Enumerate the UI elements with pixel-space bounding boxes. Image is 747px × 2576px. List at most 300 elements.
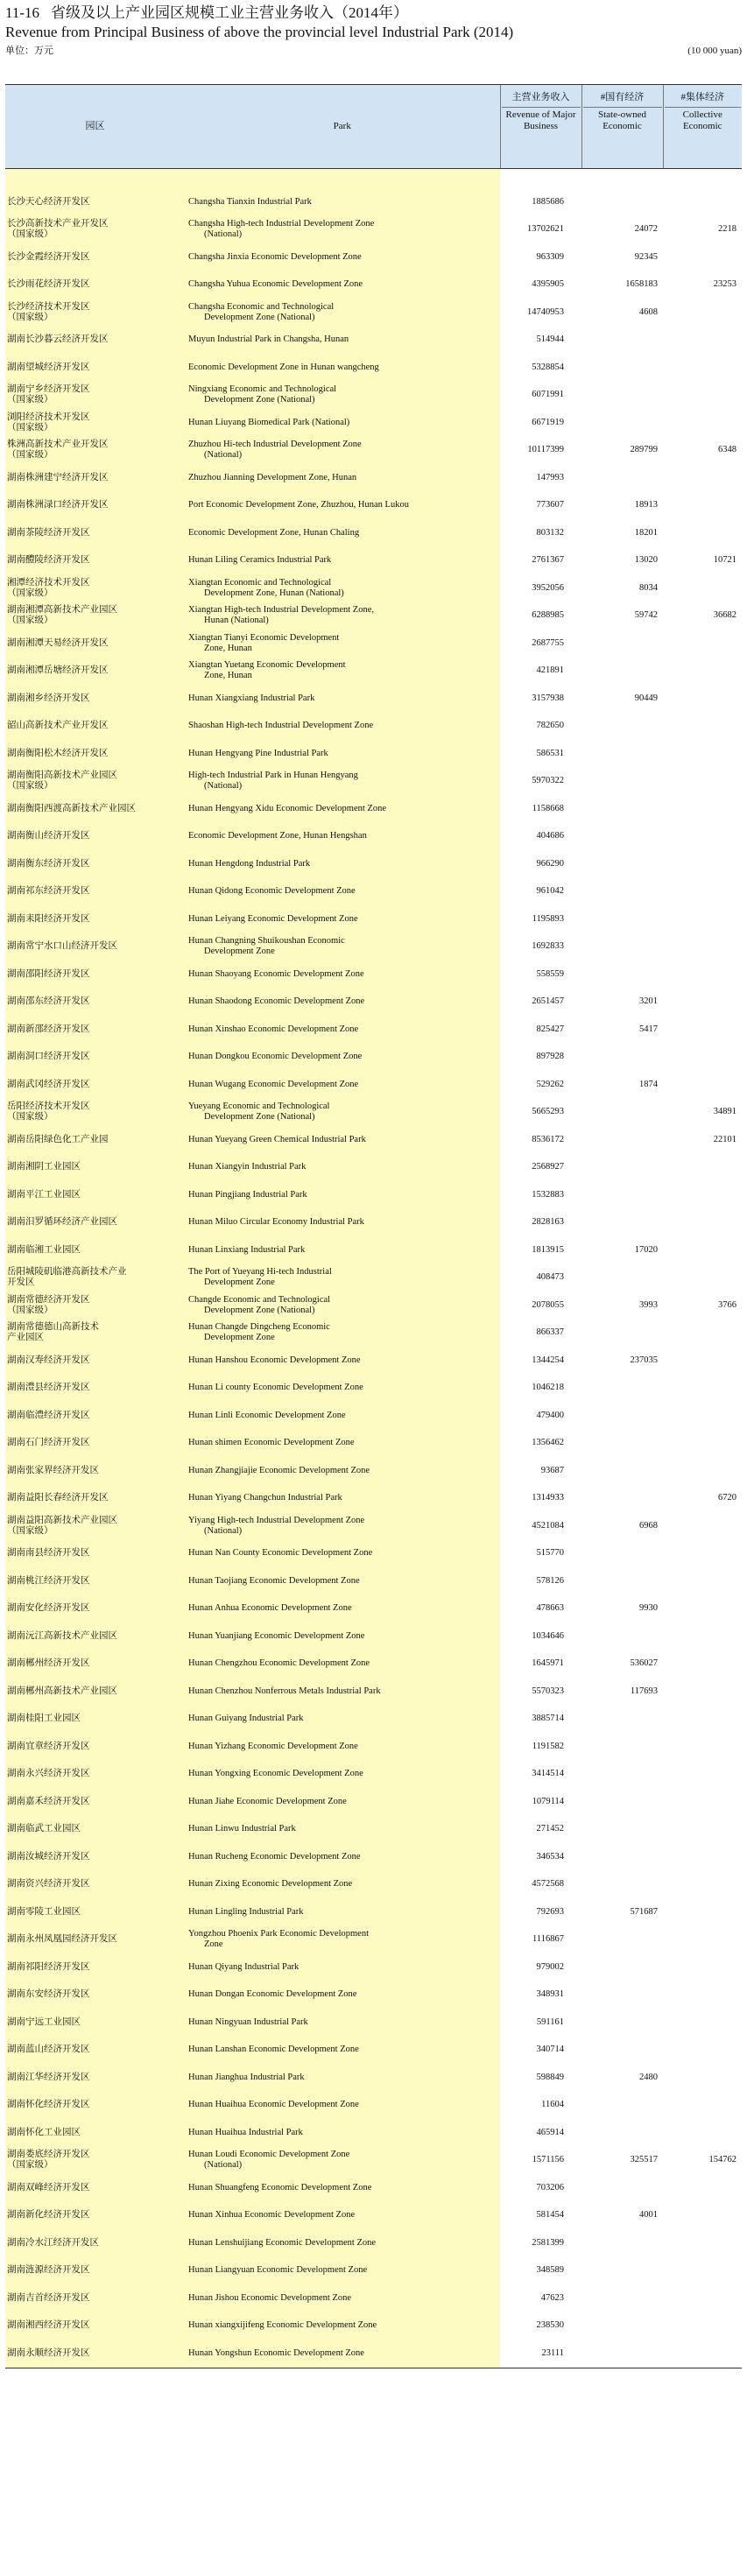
table-row (5, 1264, 742, 1292)
park-name-cn-line1: 湖南益阳高新技术产业园区 (7, 1515, 117, 1525)
table-row (5, 1567, 742, 1595)
revenue-value: 465914 (536, 2127, 564, 2137)
table-row (5, 1953, 742, 1981)
park-name-cn-line1: 湖南郴州经济开发区 (7, 1658, 90, 1669)
state-owned-value (581, 1788, 663, 1816)
table-row (5, 1540, 742, 1568)
state-owned-value (581, 2312, 663, 2340)
park-name-en (185, 1595, 500, 1623)
state-owned-value: 6968 (639, 1520, 658, 1531)
table-row (5, 464, 742, 492)
table-row (5, 1761, 742, 1789)
park-name-en-line1: Hunan Linli Economic Development Zone (188, 1410, 346, 1420)
park-name-en-line1: Hunan Lenshuijiang Economic Development Zone (188, 2237, 377, 2248)
table-row (5, 1485, 742, 1513)
state-owned-value: 17020 (634, 1244, 658, 1255)
park-name-en-line1: Hunan xiangxijifeng Economic Development Zone (188, 2320, 377, 2331)
park-name-en (185, 1347, 500, 1375)
park-name-en (185, 1154, 500, 1182)
park-name-cn-line1: 湖南新化经济开发区 (7, 2210, 90, 2221)
park-name-en-line1: Hunan Yiyang Changchun Industrial Park (188, 1493, 342, 1503)
park-name-cn-line1: 长沙经济技术开发区 (7, 301, 90, 312)
state-owned-value (581, 658, 663, 686)
park-name-cn-line2: （国家级） (7, 1525, 53, 1536)
collective-value: 2218 (718, 224, 736, 235)
park-name-en-line1: Hunan Huaihua Industrial Park (188, 2127, 303, 2137)
park-name-cn-line1: 湖南宁远工业园区 (7, 2016, 81, 2027)
park-name-cn-line1: 湖南宜章经济开发区 (7, 1741, 90, 1751)
collective-value (663, 1788, 742, 1816)
park-name-en (185, 492, 500, 520)
state-owned-value (581, 2009, 663, 2037)
park-name-cn (5, 1788, 185, 1816)
collective-value (663, 1843, 742, 1871)
collective-value (663, 1016, 742, 1044)
park-name-cn (5, 2174, 185, 2202)
park-name-cn-line1: 湖南衡东经济开发区 (7, 858, 90, 869)
state-owned-value (581, 630, 663, 658)
park-name-en-line1: Hunan Lingling Industrial Park (188, 1906, 304, 1917)
state-owned-value: 2480 (639, 2072, 658, 2082)
collective-value: 22101 (713, 1134, 736, 1144)
park-name-cn (5, 464, 185, 492)
revenue-value: 1046218 (532, 1383, 564, 1393)
park-name-cn (5, 1733, 185, 1761)
park-name-cn-line1: 湖南临湘工业园区 (7, 1244, 81, 1255)
park-name-en-line1: Hunan Yongxing Economic Development Zone (188, 1769, 363, 1779)
table-row (5, 685, 742, 713)
state-owned-value (581, 1485, 663, 1513)
park-name-cn-line1: 湖南衡山经济开发区 (7, 831, 90, 841)
state-owned-value (581, 961, 663, 989)
table-row (5, 989, 742, 1017)
park-name-en-line1: Hunan Dongan Economic Development Zone (188, 1989, 357, 2000)
park-name-cn-line1: 湖南汉寿经济开发区 (7, 1355, 90, 1365)
table-row (5, 1595, 742, 1623)
revenue-value: 2761367 (532, 555, 564, 566)
collective-value (663, 1761, 742, 1789)
park-name-cn (5, 519, 185, 547)
state-owned-value: 1874 (639, 1079, 658, 1089)
collective-value (663, 1236, 742, 1264)
revenue-value: 578126 (536, 1575, 564, 1586)
park-name-cn (5, 1209, 185, 1237)
park-name-en (185, 2119, 500, 2147)
state-owned-value (581, 464, 663, 492)
park-name-cn (5, 188, 185, 216)
collective-value (663, 1375, 742, 1403)
park-name-cn (5, 1236, 185, 1264)
park-name-en (185, 1264, 500, 1292)
table-row (5, 905, 742, 933)
park-name-en-line1: Hunan Xinhua Economic Development Zone (188, 2210, 356, 2221)
collective-value (663, 2340, 742, 2368)
state-owned-value: 8034 (639, 582, 658, 593)
park-name-en (185, 2202, 500, 2230)
park-name-en (185, 933, 500, 961)
park-name-cn (5, 1126, 185, 1154)
park-name-en-line2: (National) (204, 781, 243, 792)
park-name-en (185, 519, 500, 547)
park-name-en (185, 1126, 500, 1154)
park-name-cn (5, 602, 185, 630)
revenue-value: 5970322 (532, 776, 564, 786)
park-name-cn (5, 354, 185, 382)
table-row (5, 437, 742, 465)
park-name-cn-line2: （国家级） (7, 588, 53, 598)
unit-row (5, 44, 742, 58)
park-name-en (185, 1430, 500, 1458)
park-name-en-line1: Hunan Huaihua Economic Development Zone (188, 2100, 359, 2110)
revenue-value: 514944 (536, 334, 564, 345)
revenue-value: 586531 (536, 748, 564, 758)
park-name-en (185, 795, 500, 823)
table-row (5, 1733, 742, 1761)
revenue-value: 346534 (536, 1851, 564, 1862)
park-name-cn (5, 271, 185, 299)
table-row (5, 1512, 742, 1540)
park-name-en-line1: Port Economic Development Zone, Zhuzhou, Hunan Lukou (188, 500, 409, 510)
table-title-cn (5, 4, 742, 23)
table-row (5, 1622, 742, 1650)
park-name-en (185, 1953, 500, 1981)
park-name-en (185, 630, 500, 658)
park-name-cn-line2: （国家级） (7, 2160, 53, 2171)
revenue-value: 340714 (536, 2045, 564, 2055)
park-name-cn (5, 2340, 185, 2368)
park-name-cn-line1: 湖南湘阴工业园区 (7, 1162, 81, 1172)
park-name-en-line1: Hunan Hengyang Pine Industrial Park (188, 748, 328, 758)
revenue-value: 1813915 (532, 1244, 564, 1255)
collective-value (663, 933, 742, 961)
park-name-cn-line1: 湖南桃江经济开发区 (7, 1575, 90, 1586)
collective-value (663, 1981, 742, 2009)
revenue-value: 3414514 (532, 1769, 564, 1779)
collective-value (663, 1871, 742, 1899)
table-row (5, 768, 742, 796)
revenue-value: 93687 (540, 1465, 564, 1475)
collective-value (663, 327, 742, 355)
table-row (5, 850, 742, 878)
park-name-en (185, 905, 500, 933)
state-owned-value (581, 1540, 663, 1568)
park-name-cn-line2: （国家级） (7, 1305, 53, 1315)
park-name-cn (5, 933, 185, 961)
park-name-cn-line1: 湖南永兴经济开发区 (7, 1769, 90, 1779)
collective-value (663, 464, 742, 492)
col-header-park-cn: 园区 (5, 85, 185, 169)
table-row (5, 1402, 742, 1430)
park-name-en-line1: Zhuzhou Hi-tech Industrial Development Zone (188, 440, 362, 450)
state-owned-value (581, 2340, 663, 2368)
table-row (5, 409, 742, 437)
state-owned-value: 4608 (639, 306, 658, 317)
revenue-value: 3157938 (532, 693, 564, 703)
state-owned-value: 24072 (634, 224, 658, 235)
collective-value (663, 1733, 742, 1761)
park-name-cn-line1: 湖南澧县经济开发区 (7, 1383, 90, 1393)
park-name-en-line1: Hunan Rucheng Economic Development Zone (188, 1851, 361, 1862)
park-name-cn-line1: 湖南怀化工业园区 (7, 2127, 81, 2137)
park-name-cn (5, 1843, 185, 1871)
state-owned-value (581, 1044, 663, 1072)
park-name-cn-line1: 湖南江华经济开发区 (7, 2072, 90, 2082)
state-owned-value (581, 933, 663, 961)
state-owned-value (581, 1154, 663, 1182)
park-name-cn (5, 795, 185, 823)
revenue-value: 2828163 (532, 1217, 564, 1228)
table-row (5, 1650, 742, 1679)
park-name-cn-line1: 湖南东安经济开发区 (7, 1989, 90, 2000)
park-name-en-line1: Yueyang Economic and Technological (188, 1101, 330, 1112)
table-row (5, 2009, 742, 2037)
park-name-en (185, 1650, 500, 1679)
park-name-cn (5, 1264, 185, 1292)
park-name-cn-line1: 湖南常德德山高新技术 (7, 1322, 99, 1333)
park-name-cn (5, 1347, 185, 1375)
park-name-cn (5, 327, 185, 355)
park-name-en (185, 1540, 500, 1568)
park-name-cn-line1: 湖南邵阳经济开发区 (7, 968, 90, 979)
park-name-en (185, 1181, 500, 1209)
table-row (5, 2119, 742, 2147)
park-name-cn (5, 713, 185, 741)
collective-value (663, 243, 742, 271)
table-row (5, 1375, 742, 1403)
revenue-value: 47623 (540, 2292, 564, 2303)
park-name-cn-line1: 湖南永州凤凰园经济开发区 (7, 1934, 117, 1945)
table-row (5, 878, 742, 906)
collective-value (663, 1320, 742, 1348)
table-row (5, 1871, 742, 1899)
park-name-cn-line1: 湖南醴陵经济开发区 (7, 555, 90, 566)
collective-value (663, 1926, 742, 1954)
state-owned-value (581, 1567, 663, 1595)
park-name-cn (5, 685, 185, 713)
park-name-en-line1: Hunan Ningyuan Industrial Park (188, 2016, 308, 2027)
park-name-en (185, 1622, 500, 1650)
park-name-cn-line1: 长沙雨花经济开发区 (7, 279, 90, 290)
revenue-value: 2651457 (532, 996, 564, 1007)
park-name-cn (5, 1375, 185, 1403)
state-owned-value: 536027 (630, 1658, 658, 1669)
park-name-cn-line1: 湖南祁东经济开发区 (7, 886, 90, 897)
table-number: 11-16 (5, 4, 40, 21)
collective-value: 6720 (718, 1493, 736, 1503)
park-name-en (185, 2229, 500, 2257)
park-name-en (185, 1761, 500, 1789)
park-name-en (185, 574, 500, 602)
state-owned-value (581, 1843, 663, 1871)
state-owned-value (581, 188, 663, 216)
table-row (5, 2037, 742, 2065)
revenue-value: 348589 (536, 2265, 564, 2276)
revenue-value: 897928 (536, 1052, 564, 1062)
state-owned-value (581, 1953, 663, 1981)
park-name-cn (5, 1430, 185, 1458)
park-name-cn (5, 382, 185, 410)
park-name-en (185, 1678, 500, 1706)
park-name-en-line2: Development Zone (National) (204, 312, 315, 322)
state-owned-value (581, 1761, 663, 1789)
revenue-value: 1191582 (532, 1741, 564, 1751)
state-owned-value (581, 1375, 663, 1403)
park-name-cn (5, 1595, 185, 1623)
park-name-cn (5, 2229, 185, 2257)
park-name-en (185, 1209, 500, 1237)
table-row (5, 1236, 742, 1264)
park-name-cn-line2: 产业园区 (7, 1333, 44, 1343)
park-name-cn-line2: 开发区 (7, 1277, 35, 1288)
revenue-value: 5328854 (532, 362, 564, 372)
park-name-en-line1: Yiyang High-tech Industrial Development Zone (188, 1515, 365, 1525)
revenue-value: 11604 (541, 2100, 564, 2110)
table-row (5, 2312, 742, 2340)
park-name-cn-line1: 湖南张家界经济开发区 (7, 1465, 99, 1475)
park-name-cn (5, 2119, 185, 2147)
park-name-en (185, 271, 500, 299)
park-name-en (185, 713, 500, 741)
state-owned-value (581, 1871, 663, 1899)
park-name-en (185, 1706, 500, 1734)
park-name-en-line1: Hunan Jishou Economic Development Zone (188, 2292, 352, 2303)
state-owned-value (581, 1099, 663, 1127)
park-name-cn (5, 1099, 185, 1127)
collective-value (663, 519, 742, 547)
table-row (5, 1926, 742, 1954)
park-name-cn-line1: 湖南安化经济开发区 (7, 1603, 90, 1614)
park-name-cn (5, 740, 185, 768)
park-name-cn-line1: 湖南桂阳工业园区 (7, 1714, 81, 1724)
park-name-cn-line1: 湖南永顺经济开发区 (7, 2347, 90, 2358)
revenue-value: 529262 (536, 1079, 564, 1089)
state-owned-value (581, 713, 663, 741)
revenue-value: 2687755 (532, 637, 564, 648)
collective-value (663, 850, 742, 878)
park-name-en-line1: Hunan Leiyang Economic Development Zone (188, 913, 358, 924)
table-row (5, 1292, 742, 1320)
park-name-en (185, 188, 500, 216)
park-name-en (185, 464, 500, 492)
table-row (5, 2064, 742, 2092)
park-name-en-line1: Hunan Linxiang Industrial Park (188, 1244, 306, 1255)
park-name-en (185, 658, 500, 686)
park-name-en (185, 437, 500, 465)
park-name-en-line1: Hunan Chengzhou Economic Development Zone (188, 1658, 370, 1669)
park-name-en-line1: Changsha High-tech Industrial Development Zone (188, 219, 375, 229)
state-owned-value (581, 409, 663, 437)
park-name-cn-line1: 浏阳经济技术开发区 (7, 412, 90, 422)
park-name-en (185, 327, 500, 355)
park-name-cn-line1: 湖南株洲渌口经济开发区 (7, 500, 109, 510)
revenue-value: 14740953 (527, 306, 564, 317)
park-name-cn-line1: 湖南蓝山经济开发区 (7, 2045, 90, 2055)
state-owned-value (581, 1981, 663, 2009)
park-name-en-line2: Development Zone (204, 947, 275, 957)
park-name-cn-line1: 岳阳经济技术开发区 (7, 1101, 90, 1112)
state-owned-value (581, 2037, 663, 2065)
park-name-en (185, 2092, 500, 2120)
col-header-collective (663, 85, 742, 169)
revenue-value: 3885714 (532, 1714, 564, 1724)
collective-cn: #集体经济 (680, 92, 724, 102)
table-row (5, 658, 742, 686)
table-row (5, 354, 742, 382)
park-name-en-line1: Hunan Jiahe Economic Development Zone (188, 1796, 347, 1806)
park-name-en-line2: (National) (204, 1525, 243, 1536)
park-name-cn-line1: 湖南衡阳西渡高新技术产业园区 (7, 803, 136, 813)
collective-value (663, 1347, 742, 1375)
state-owned-value (581, 2174, 663, 2202)
revenue-value: 2581399 (532, 2237, 564, 2248)
revenue-value: 4521084 (532, 1520, 564, 1531)
revenue-value: 3952056 (532, 582, 564, 593)
collective-value (663, 299, 742, 327)
collective-value (663, 2229, 742, 2257)
table-row (5, 1154, 742, 1182)
park-name-cn (5, 1402, 185, 1430)
park-name-en-line2: Zone (204, 1939, 223, 1950)
collective-value (663, 1953, 742, 1981)
park-name-cn (5, 1457, 185, 1485)
park-name-cn (5, 1154, 185, 1182)
table-row (5, 933, 742, 961)
collective-value (663, 1595, 742, 1623)
state-owned-value (581, 1622, 663, 1650)
park-name-cn-line1: 湘潭经济技术开发区 (7, 577, 90, 588)
park-name-cn-line2: （国家级） (7, 395, 53, 405)
state-owned-value (581, 1126, 663, 1154)
table-row (5, 2202, 742, 2230)
collective-value (663, 1264, 742, 1292)
revenue-value: 147993 (536, 472, 564, 482)
park-name-en-line1: Hunan Yizhang Economic Development Zone (188, 1741, 358, 1751)
park-name-en-line1: Hunan Zhangjiajie Economic Development Zone (188, 1465, 370, 1475)
revenue-value: 1116867 (532, 1934, 564, 1945)
state-cn: #国有经济 (600, 92, 645, 102)
table-row (5, 2174, 742, 2202)
park-name-cn-line1: 湖南邵东经济开发区 (7, 996, 90, 1007)
revenue-value: 4395905 (532, 279, 564, 290)
collective-value (663, 2312, 742, 2340)
park-name-en-line1: Hunan Liling Ceramics Industrial Park (188, 555, 332, 566)
park-name-en (185, 2147, 500, 2175)
table-row (5, 1898, 742, 1926)
collective-value (663, 685, 742, 713)
state-owned-value (581, 382, 663, 410)
revenue-value: 703206 (536, 2182, 564, 2192)
park-name-en-line1: Hunan Linwu Industrial Park (188, 1824, 296, 1834)
revenue-value: 421891 (536, 665, 564, 676)
table-row (5, 961, 742, 989)
park-name-en-line2: (National) (204, 450, 243, 461)
park-name-cn-line1: 湖南汝城经济开发区 (7, 1851, 90, 1862)
park-name-en-line2: (National) (204, 229, 243, 240)
state-owned-value (581, 850, 663, 878)
park-name-cn (5, 574, 185, 602)
park-name-cn-line1: 湖南常德经济开发区 (7, 1294, 90, 1305)
table-header (5, 4, 742, 58)
park-name-en-line1: Hunan Taojiang Economic Development Zone (188, 1575, 360, 1586)
park-name-en (185, 1485, 500, 1513)
state-owned-value (581, 354, 663, 382)
park-name-cn-line1: 湖南冷水江经济开发区 (7, 2237, 99, 2248)
collective-value (663, 2284, 742, 2312)
park-name-cn-line1: 湖南宁乡经济开发区 (7, 384, 90, 395)
table-row (5, 1181, 742, 1209)
park-name-cn-line1: 湖南衡阳松木经济开发区 (7, 748, 109, 758)
park-name-cn-line1: 湖南耒阳经济开发区 (7, 913, 90, 924)
